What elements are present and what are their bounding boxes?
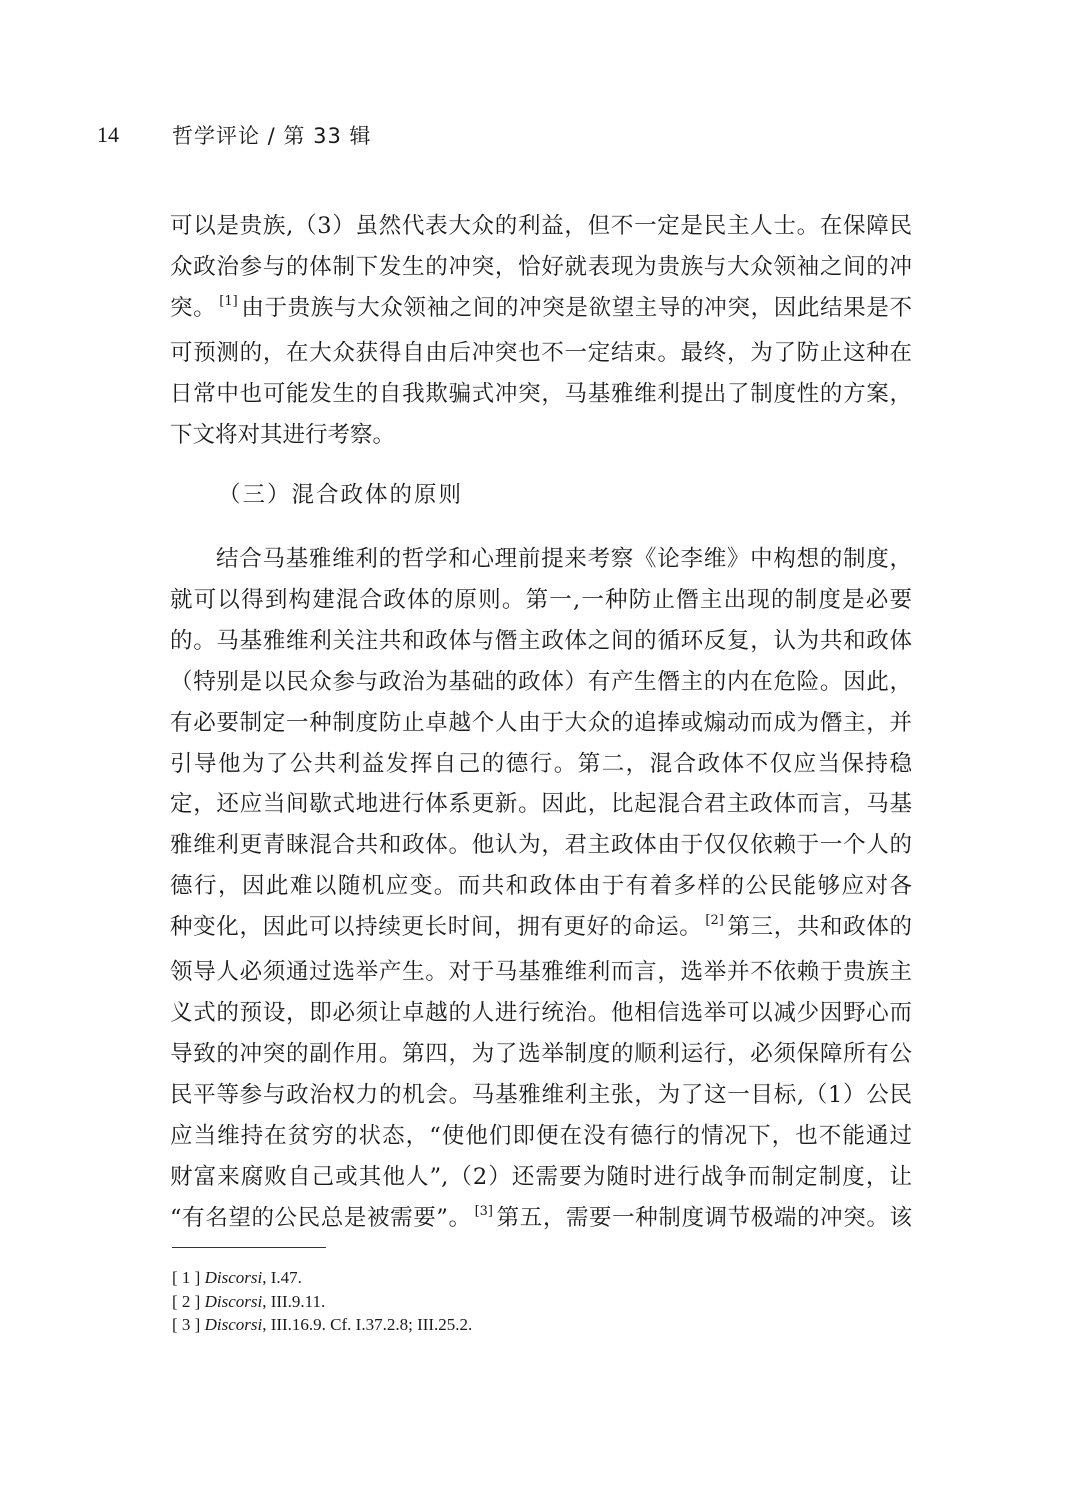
footnote-ref: , III.9.11.: [262, 1291, 326, 1311]
footnote-work: Discorsi: [204, 1268, 263, 1287]
text-span: 第五，需要一种制度调节极端的冲突。该: [495, 1204, 912, 1231]
text-span: 种变化，因此可以持续更长时间，拥有更好的命运。: [170, 914, 703, 941]
text-line: 引导他为了公共利益发挥自己的德行。第二，混合政体不仅应当保持稳: [170, 750, 912, 777]
text-line: 领导人必须通过选举产生。对于马基雅维利而言，选举并不依赖于贵族主: [170, 959, 912, 986]
text-line: （特别是以民众参与政治为基础的政体）有产生僭主的内在危险。因此，: [170, 668, 912, 695]
text-line: 结合马基雅维利的哲学和心理前提来考察《论李维》中构想的制度，: [216, 546, 912, 572]
paragraph-1: [170, 206, 912, 455]
footnote-ref-1[interactable]: [1]: [219, 293, 238, 309]
page-header: [97, 120, 372, 150]
footnote-work: Discorsi: [204, 1315, 263, 1334]
text-line: 可以是贵族,（3）虽然代表大众的利益，但不一定是民主人士。在保障民: [170, 213, 912, 239]
footnote-ref-3[interactable]: [3]: [474, 1203, 493, 1219]
footnote-mark: [ 3 ]: [172, 1315, 201, 1334]
text-line: 可预测的，在大众获得自由后冲突也不一定结束。最终，为了防止这种在: [170, 339, 912, 366]
text-span: 突。: [170, 294, 217, 321]
footnotes: [172, 1266, 472, 1337]
text-line: 的。马基雅维利关注共和政体与僭主政体之间的循环反复，认为共和政体: [170, 627, 912, 654]
text-span: 由于贵族与大众领袖之间的冲突是欲望主导的冲突，因此结果是不: [240, 294, 912, 321]
text-line: 下文将对其进行考察。: [170, 421, 396, 448]
footnote-1: [172, 1266, 472, 1290]
text-line: [170, 1198, 912, 1243]
paragraph-2: [170, 539, 912, 1242]
footnote-ref: , I.47.: [262, 1268, 302, 1287]
text-line: 德行，因此难以随机应变。而共和政体由于有着多样的公民能够应对各: [170, 873, 912, 900]
footnote-divider: [172, 1247, 326, 1248]
footnote-mark: [ 2 ]: [172, 1291, 201, 1311]
text-line: 民平等参与政治权力的机会。马基雅维利主张，为了这一目标,（1）公民: [170, 1081, 912, 1108]
text-line: [170, 907, 912, 952]
text-line: 义式的预设，即必须让卓越的人进行统治。他相信选举可以减少因野心而: [170, 999, 912, 1026]
text-line: 日常中也可能发生的自我欺骗式冲突，马基雅维利提出了制度性的方案，: [170, 380, 912, 407]
footnote-2: [172, 1290, 472, 1314]
footnote-ref: , III.16.9. Cf. I.37.2.8; III.25.2.: [262, 1315, 473, 1334]
text-span: “有名望的公民总是被需要”。: [170, 1204, 472, 1231]
footnote-ref-2[interactable]: [2]: [705, 913, 724, 929]
section-heading: （三）混合政体的原则: [218, 482, 464, 508]
page-number: 14: [97, 122, 119, 147]
text-line: 雅维利更青睐混合共和政体。他认为，君主政体由于仅仅依赖于一个人的: [170, 832, 912, 859]
text-span: 第三，共和政体的: [726, 914, 912, 941]
text-line: 有必要制定一种制度防止卓越个人由于大众的追捧或煽动而成为僭主，并: [170, 709, 912, 736]
text-line: 财富来腐败自己或其他人”,（2）还需要为随时进行战争而制定制度，让: [170, 1163, 912, 1190]
text-line: 应当维持在贫穷的状态，“使他们即便在没有德行的情况下，也不能通过: [170, 1122, 912, 1149]
text-line: [170, 288, 912, 333]
text-line: 众政治参与的体制下发生的冲突，恰好就表现为贵族与大众领袖之间的冲: [170, 253, 912, 280]
text-line: 定，还应当间歇式地进行体系更新。因此，比起混合君主政体而言，马基: [170, 791, 912, 818]
footnote-work: Discorsi: [204, 1291, 263, 1311]
footnote-mark: [ 1 ]: [172, 1268, 201, 1287]
text-line: 导致的冲突的副作用。第四，为了选举制度的顺利运行，必须保障所有公: [170, 1040, 912, 1067]
text-line: 就可以得到构建混合政体的原则。第一,一种防止僭主出现的制度是必要: [170, 586, 912, 613]
footnote-3: [172, 1313, 472, 1337]
running-title: 哲学评论 / 第 33 辑: [172, 124, 372, 148]
